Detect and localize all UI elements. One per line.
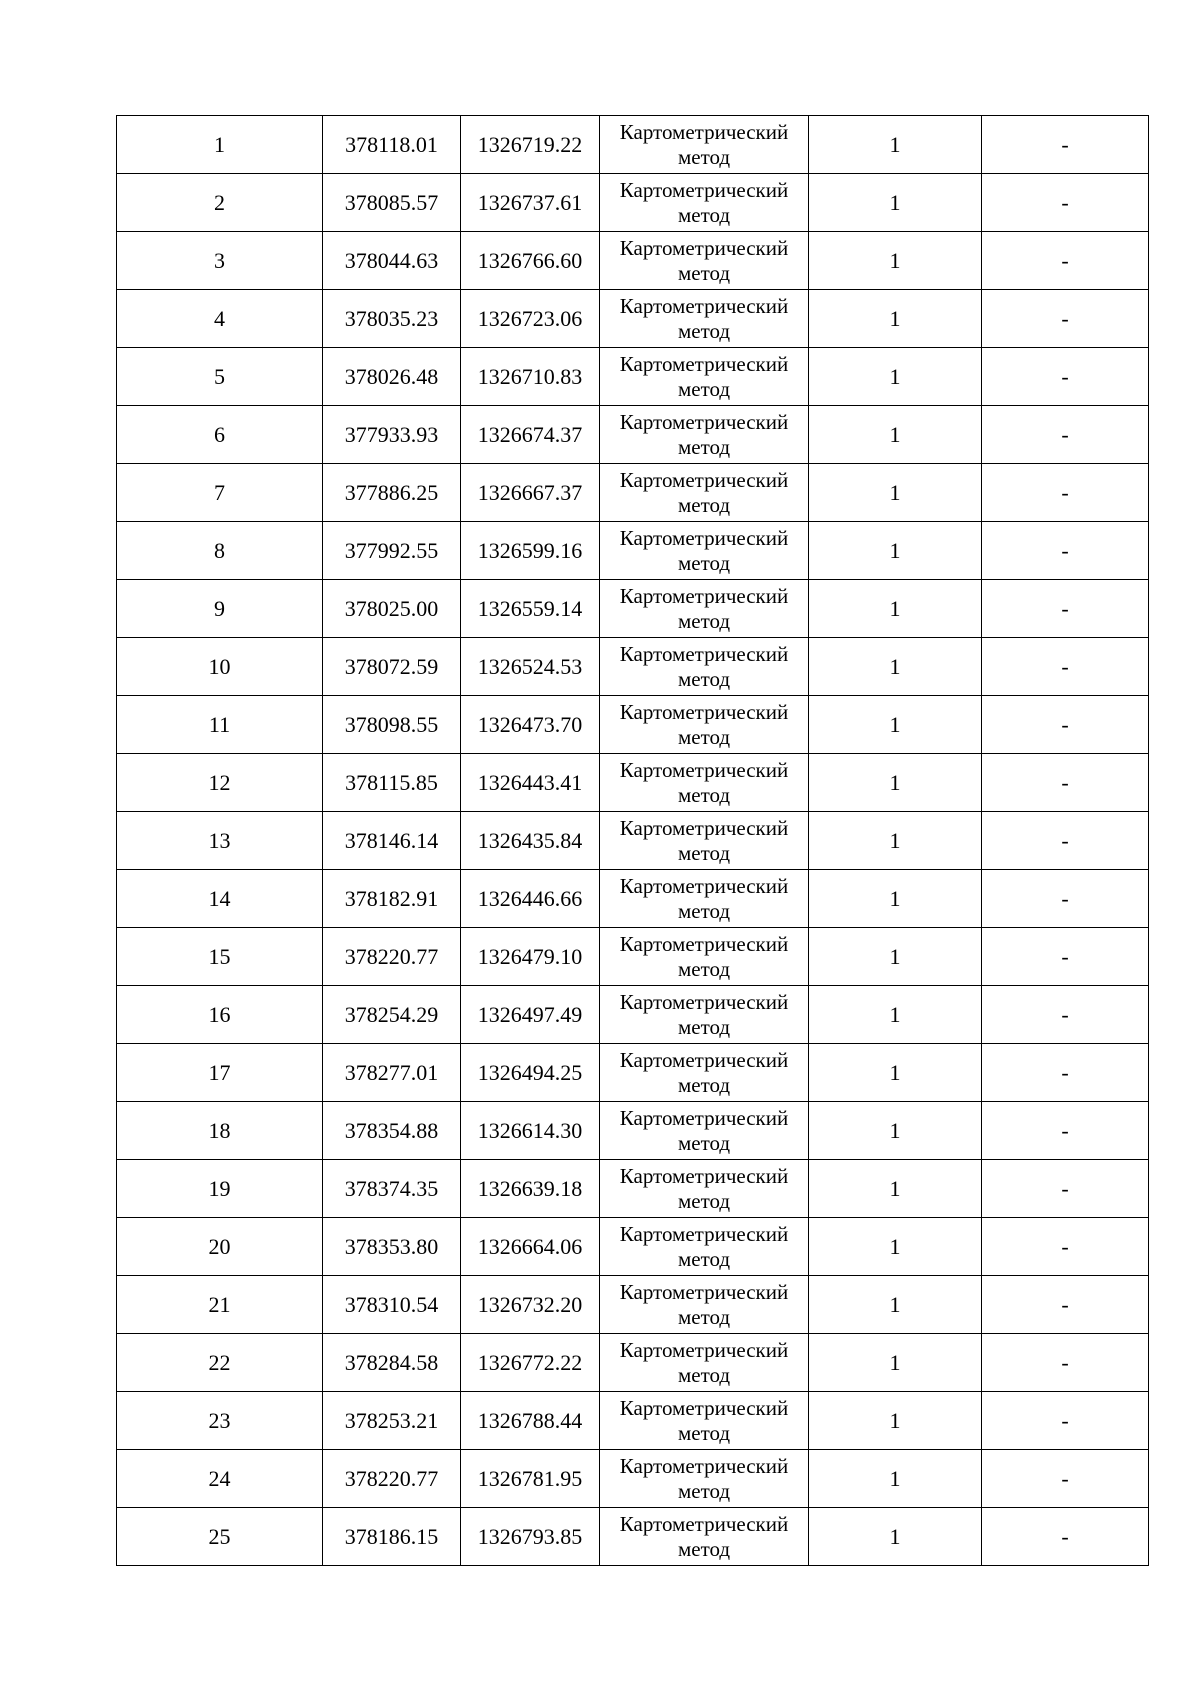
method-text-line: Картометрический bbox=[619, 1105, 789, 1130]
method-cell bbox=[600, 232, 809, 290]
x-coordinate-cell: 378220.77 bbox=[323, 1450, 461, 1508]
accuracy-cell: 1 bbox=[809, 1508, 982, 1566]
y-coordinate-cell: 1326473.70 bbox=[461, 696, 600, 754]
table-row bbox=[117, 290, 1149, 348]
y-coordinate-cell: 1326446.66 bbox=[461, 870, 600, 928]
method-text-line: метод bbox=[677, 550, 731, 575]
x-coordinate-cell: 378182.91 bbox=[323, 870, 461, 928]
point-number-cell: 9 bbox=[117, 580, 323, 638]
table-row bbox=[117, 580, 1149, 638]
accuracy-cell: 1 bbox=[809, 464, 982, 522]
note-cell: - bbox=[982, 1102, 1149, 1160]
accuracy-cell: 1 bbox=[809, 116, 982, 174]
method-cell bbox=[600, 290, 809, 348]
accuracy-cell: 1 bbox=[809, 1450, 982, 1508]
note-cell: - bbox=[982, 1218, 1149, 1276]
note-cell: - bbox=[982, 116, 1149, 174]
method-cell bbox=[600, 870, 809, 928]
table-row bbox=[117, 116, 1149, 174]
y-coordinate-cell: 1326732.20 bbox=[461, 1276, 600, 1334]
method-text-line: метод bbox=[677, 1362, 731, 1387]
method-text-line: Картометрический bbox=[619, 1163, 789, 1188]
note-cell: - bbox=[982, 348, 1149, 406]
method-cell bbox=[600, 1392, 809, 1450]
note-cell: - bbox=[982, 812, 1149, 870]
method-cell bbox=[600, 464, 809, 522]
method-cell bbox=[600, 928, 809, 986]
method-text-line: Картометрический bbox=[619, 1221, 789, 1246]
point-number-cell: 4 bbox=[117, 290, 323, 348]
x-coordinate-cell: 378146.14 bbox=[323, 812, 461, 870]
point-number-cell: 2 bbox=[117, 174, 323, 232]
method-text-line: метод bbox=[677, 202, 731, 227]
method-text-line: Картометрический bbox=[619, 1337, 789, 1362]
note-cell: - bbox=[982, 1276, 1149, 1334]
table-row bbox=[117, 1102, 1149, 1160]
x-coordinate-cell: 378035.23 bbox=[323, 290, 461, 348]
method-cell bbox=[600, 1102, 809, 1160]
note-cell: - bbox=[982, 1392, 1149, 1450]
table-row bbox=[117, 522, 1149, 580]
x-coordinate-cell: 378044.63 bbox=[323, 232, 461, 290]
method-text-line: метод bbox=[677, 1246, 731, 1271]
coordinates-table-body bbox=[117, 116, 1149, 1566]
note-cell: - bbox=[982, 1160, 1149, 1218]
method-text-line: Картометрический bbox=[619, 467, 789, 492]
method-text-line: метод bbox=[677, 724, 731, 749]
accuracy-cell: 1 bbox=[809, 290, 982, 348]
method-text-line: метод bbox=[677, 1188, 731, 1213]
method-cell bbox=[600, 1276, 809, 1334]
x-coordinate-cell: 378098.55 bbox=[323, 696, 461, 754]
y-coordinate-cell: 1326772.22 bbox=[461, 1334, 600, 1392]
method-text-line: Картометрический bbox=[619, 699, 789, 724]
accuracy-cell: 1 bbox=[809, 638, 982, 696]
table-row bbox=[117, 1044, 1149, 1102]
table-row bbox=[117, 870, 1149, 928]
point-number-cell: 18 bbox=[117, 1102, 323, 1160]
method-cell bbox=[600, 812, 809, 870]
method-cell bbox=[600, 696, 809, 754]
method-text-line: метод bbox=[677, 898, 731, 923]
method-text-line: Картометрический bbox=[619, 989, 789, 1014]
table-row bbox=[117, 928, 1149, 986]
method-text-line: Картометрический bbox=[619, 525, 789, 550]
y-coordinate-cell: 1326435.84 bbox=[461, 812, 600, 870]
method-text-line: Картометрический bbox=[619, 1047, 789, 1072]
method-text-line: Картометрический bbox=[619, 815, 789, 840]
method-cell bbox=[600, 1044, 809, 1102]
method-cell bbox=[600, 522, 809, 580]
method-cell bbox=[600, 638, 809, 696]
point-number-cell: 17 bbox=[117, 1044, 323, 1102]
method-text-line: Картометрический bbox=[619, 583, 789, 608]
note-cell: - bbox=[982, 754, 1149, 812]
note-cell: - bbox=[982, 464, 1149, 522]
y-coordinate-cell: 1326766.60 bbox=[461, 232, 600, 290]
note-cell: - bbox=[982, 1044, 1149, 1102]
x-coordinate-cell: 378374.35 bbox=[323, 1160, 461, 1218]
point-number-cell: 24 bbox=[117, 1450, 323, 1508]
note-cell: - bbox=[982, 1334, 1149, 1392]
method-cell bbox=[600, 348, 809, 406]
note-cell: - bbox=[982, 638, 1149, 696]
table-row bbox=[117, 696, 1149, 754]
note-cell: - bbox=[982, 580, 1149, 638]
y-coordinate-cell: 1326494.25 bbox=[461, 1044, 600, 1102]
method-text-line: Картометрический bbox=[619, 1279, 789, 1304]
point-number-cell: 10 bbox=[117, 638, 323, 696]
x-coordinate-cell: 378284.58 bbox=[323, 1334, 461, 1392]
table-row bbox=[117, 232, 1149, 290]
point-number-cell: 21 bbox=[117, 1276, 323, 1334]
accuracy-cell: 1 bbox=[809, 1334, 982, 1392]
note-cell: - bbox=[982, 986, 1149, 1044]
x-coordinate-cell: 378277.01 bbox=[323, 1044, 461, 1102]
method-text-line: метод bbox=[677, 840, 731, 865]
x-coordinate-cell: 377933.93 bbox=[323, 406, 461, 464]
accuracy-cell: 1 bbox=[809, 174, 982, 232]
y-coordinate-cell: 1326710.83 bbox=[461, 348, 600, 406]
method-text-line: метод bbox=[677, 1420, 731, 1445]
table-row bbox=[117, 812, 1149, 870]
table-row bbox=[117, 1334, 1149, 1392]
method-text-line: метод bbox=[677, 782, 731, 807]
method-text-line: Картометрический bbox=[619, 351, 789, 376]
x-coordinate-cell: 378072.59 bbox=[323, 638, 461, 696]
method-text-line: метод bbox=[677, 1304, 731, 1329]
accuracy-cell: 1 bbox=[809, 406, 982, 464]
method-text-line: метод bbox=[677, 376, 731, 401]
method-cell bbox=[600, 1508, 809, 1566]
note-cell: - bbox=[982, 928, 1149, 986]
accuracy-cell: 1 bbox=[809, 1102, 982, 1160]
y-coordinate-cell: 1326599.16 bbox=[461, 522, 600, 580]
y-coordinate-cell: 1326497.49 bbox=[461, 986, 600, 1044]
accuracy-cell: 1 bbox=[809, 1276, 982, 1334]
accuracy-cell: 1 bbox=[809, 754, 982, 812]
table-row bbox=[117, 406, 1149, 464]
method-text-line: Картометрический bbox=[619, 873, 789, 898]
y-coordinate-cell: 1326524.53 bbox=[461, 638, 600, 696]
accuracy-cell: 1 bbox=[809, 696, 982, 754]
point-number-cell: 11 bbox=[117, 696, 323, 754]
table-row bbox=[117, 1450, 1149, 1508]
note-cell: - bbox=[982, 174, 1149, 232]
method-text-line: Картометрический bbox=[619, 1395, 789, 1420]
table-row bbox=[117, 464, 1149, 522]
method-text-line: Картометрический bbox=[619, 641, 789, 666]
note-cell: - bbox=[982, 1450, 1149, 1508]
method-text-line: Картометрический bbox=[619, 119, 789, 144]
y-coordinate-cell: 1326737.61 bbox=[461, 174, 600, 232]
point-number-cell: 13 bbox=[117, 812, 323, 870]
method-text-line: Картометрический bbox=[619, 409, 789, 434]
accuracy-cell: 1 bbox=[809, 1160, 982, 1218]
method-text-line: Картометрический bbox=[619, 931, 789, 956]
note-cell: - bbox=[982, 1508, 1149, 1566]
accuracy-cell: 1 bbox=[809, 870, 982, 928]
x-coordinate-cell: 378310.54 bbox=[323, 1276, 461, 1334]
method-text-line: Картометрический bbox=[619, 293, 789, 318]
point-number-cell: 12 bbox=[117, 754, 323, 812]
x-coordinate-cell: 378353.80 bbox=[323, 1218, 461, 1276]
method-cell bbox=[600, 174, 809, 232]
accuracy-cell: 1 bbox=[809, 232, 982, 290]
point-number-cell: 23 bbox=[117, 1392, 323, 1450]
method-text-line: метод bbox=[677, 1014, 731, 1039]
x-coordinate-cell: 378186.15 bbox=[323, 1508, 461, 1566]
method-text-line: Картометрический bbox=[619, 757, 789, 782]
method-cell bbox=[600, 1450, 809, 1508]
method-text-line: метод bbox=[677, 318, 731, 343]
method-text-line: метод bbox=[677, 492, 731, 517]
method-text-line: метод bbox=[677, 144, 731, 169]
method-text-line: Картометрический bbox=[619, 1511, 789, 1536]
method-text-line: метод bbox=[677, 1072, 731, 1097]
note-cell: - bbox=[982, 290, 1149, 348]
method-text-line: метод bbox=[677, 956, 731, 981]
y-coordinate-cell: 1326664.06 bbox=[461, 1218, 600, 1276]
point-number-cell: 16 bbox=[117, 986, 323, 1044]
x-coordinate-cell: 378085.57 bbox=[323, 174, 461, 232]
x-coordinate-cell: 378253.21 bbox=[323, 1392, 461, 1450]
accuracy-cell: 1 bbox=[809, 580, 982, 638]
y-coordinate-cell: 1326674.37 bbox=[461, 406, 600, 464]
method-cell bbox=[600, 1218, 809, 1276]
coordinates-table bbox=[116, 115, 1149, 1566]
method-text-line: метод bbox=[677, 1536, 731, 1561]
accuracy-cell: 1 bbox=[809, 1392, 982, 1450]
method-cell bbox=[600, 116, 809, 174]
point-number-cell: 14 bbox=[117, 870, 323, 928]
y-coordinate-cell: 1326639.18 bbox=[461, 1160, 600, 1218]
y-coordinate-cell: 1326443.41 bbox=[461, 754, 600, 812]
point-number-cell: 3 bbox=[117, 232, 323, 290]
method-cell bbox=[600, 1334, 809, 1392]
method-text-line: метод bbox=[677, 1478, 731, 1503]
y-coordinate-cell: 1326781.95 bbox=[461, 1450, 600, 1508]
point-number-cell: 22 bbox=[117, 1334, 323, 1392]
point-number-cell: 20 bbox=[117, 1218, 323, 1276]
method-cell bbox=[600, 580, 809, 638]
method-text-line: метод bbox=[677, 260, 731, 285]
point-number-cell: 6 bbox=[117, 406, 323, 464]
x-coordinate-cell: 378026.48 bbox=[323, 348, 461, 406]
y-coordinate-cell: 1326614.30 bbox=[461, 1102, 600, 1160]
method-cell bbox=[600, 754, 809, 812]
point-number-cell: 1 bbox=[117, 116, 323, 174]
table-row bbox=[117, 638, 1149, 696]
y-coordinate-cell: 1326723.06 bbox=[461, 290, 600, 348]
y-coordinate-cell: 1326559.14 bbox=[461, 580, 600, 638]
method-text-line: метод bbox=[677, 608, 731, 633]
table-row bbox=[117, 1508, 1149, 1566]
method-cell bbox=[600, 406, 809, 464]
table-row bbox=[117, 1392, 1149, 1450]
x-coordinate-cell: 378220.77 bbox=[323, 928, 461, 986]
method-cell bbox=[600, 1160, 809, 1218]
accuracy-cell: 1 bbox=[809, 812, 982, 870]
x-coordinate-cell: 378254.29 bbox=[323, 986, 461, 1044]
y-coordinate-cell: 1326667.37 bbox=[461, 464, 600, 522]
table-row bbox=[117, 348, 1149, 406]
accuracy-cell: 1 bbox=[809, 348, 982, 406]
y-coordinate-cell: 1326719.22 bbox=[461, 116, 600, 174]
y-coordinate-cell: 1326479.10 bbox=[461, 928, 600, 986]
x-coordinate-cell: 377992.55 bbox=[323, 522, 461, 580]
method-text-line: метод bbox=[677, 434, 731, 459]
y-coordinate-cell: 1326793.85 bbox=[461, 1508, 600, 1566]
x-coordinate-cell: 378354.88 bbox=[323, 1102, 461, 1160]
point-number-cell: 19 bbox=[117, 1160, 323, 1218]
point-number-cell: 15 bbox=[117, 928, 323, 986]
table-row bbox=[117, 1276, 1149, 1334]
method-text-line: Картометрический bbox=[619, 1453, 789, 1478]
note-cell: - bbox=[982, 232, 1149, 290]
table-row bbox=[117, 1160, 1149, 1218]
point-number-cell: 7 bbox=[117, 464, 323, 522]
x-coordinate-cell: 377886.25 bbox=[323, 464, 461, 522]
y-coordinate-cell: 1326788.44 bbox=[461, 1392, 600, 1450]
accuracy-cell: 1 bbox=[809, 522, 982, 580]
note-cell: - bbox=[982, 406, 1149, 464]
x-coordinate-cell: 378118.01 bbox=[323, 116, 461, 174]
table-row bbox=[117, 174, 1149, 232]
table-row bbox=[117, 754, 1149, 812]
method-text-line: Картометрический bbox=[619, 177, 789, 202]
note-cell: - bbox=[982, 870, 1149, 928]
table-row bbox=[117, 986, 1149, 1044]
accuracy-cell: 1 bbox=[809, 928, 982, 986]
point-number-cell: 8 bbox=[117, 522, 323, 580]
method-text-line: метод bbox=[677, 1130, 731, 1155]
table-row bbox=[117, 1218, 1149, 1276]
note-cell: - bbox=[982, 522, 1149, 580]
accuracy-cell: 1 bbox=[809, 986, 982, 1044]
accuracy-cell: 1 bbox=[809, 1218, 982, 1276]
note-cell: - bbox=[982, 696, 1149, 754]
x-coordinate-cell: 378115.85 bbox=[323, 754, 461, 812]
method-text-line: метод bbox=[677, 666, 731, 691]
point-number-cell: 25 bbox=[117, 1508, 323, 1566]
x-coordinate-cell: 378025.00 bbox=[323, 580, 461, 638]
point-number-cell: 5 bbox=[117, 348, 323, 406]
accuracy-cell: 1 bbox=[809, 1044, 982, 1102]
method-cell bbox=[600, 986, 809, 1044]
method-text-line: Картометрический bbox=[619, 235, 789, 260]
